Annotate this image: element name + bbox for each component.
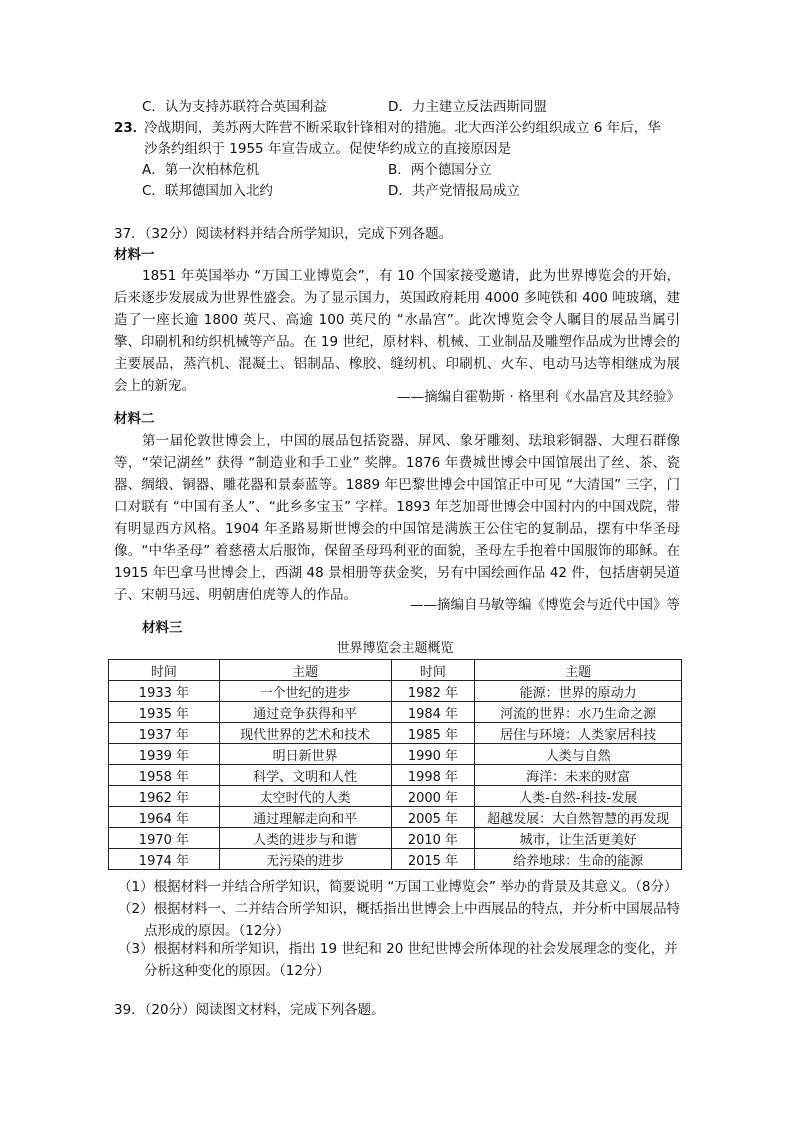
table-row xyxy=(109,744,682,765)
header-theme: 主题 xyxy=(475,660,682,681)
table-cell: 通过理解走向和平 xyxy=(219,807,391,828)
material2-title: 材料二 xyxy=(114,411,155,427)
table-cell: 1974 年 xyxy=(109,849,220,870)
table-cell: 超越发展：大自然智慧的再发现 xyxy=(475,807,682,828)
table-cell: 太空时代的人类 xyxy=(219,786,391,807)
table-cell: 无污染的进步 xyxy=(219,849,391,870)
table-row xyxy=(109,786,682,807)
table-caption: 世界博览会主题概览 xyxy=(336,641,454,656)
q23-stem-line2: 沙条约组织于 1955 年宣告成立。促使华约成立的直接原因是 xyxy=(144,141,511,157)
table-cell: 1982 年 xyxy=(391,681,475,702)
table-cell: 1937 年 xyxy=(109,723,220,744)
table-cell: 人类的进步与和谐 xyxy=(219,828,391,849)
table-cell: 2015 年 xyxy=(391,849,475,870)
table-cell: 1970 年 xyxy=(109,828,220,849)
table-cell: 能源：世界的原动力 xyxy=(475,681,682,702)
sub-question-1: （1）根据材料一并结合所学知识，简要说明 “万国工业博览会” 举办的背景及其意义。（8分） xyxy=(118,879,678,895)
table-cell: 科学、文明和人性 xyxy=(219,765,391,786)
q23-stem-line1: 冷战期间，美苏两大阵营不断采取针锋相对的措施。北大西洋公约组织成立 6 年后，华 xyxy=(144,120,661,136)
material1-title: 材料一 xyxy=(114,247,155,263)
table-row xyxy=(109,828,682,849)
q23-number: 23． xyxy=(114,120,147,136)
table-cell: 城市，让生活更美好 xyxy=(475,828,682,849)
table-cell: 给养地球：生命的能源 xyxy=(475,849,682,870)
q23-option-c: C．联邦德国加入北约 xyxy=(142,183,273,199)
table-row xyxy=(109,702,682,723)
table-cell: 2010 年 xyxy=(391,828,475,849)
table-cell: 现代世界的艺术和技术 xyxy=(219,723,391,744)
table-row xyxy=(109,807,682,828)
table-cell: 人类与自然 xyxy=(475,744,682,765)
header-time: 时间 xyxy=(109,660,220,681)
header-time: 时间 xyxy=(391,660,475,681)
table-cell: 人类-自然-科技-发展 xyxy=(475,786,682,807)
table-cell: 1984 年 xyxy=(391,702,475,723)
q22-option-c: C．认为支持苏联符合英国利益 xyxy=(142,99,327,115)
sub-question-2: （2）根据材料一、二并结合所学知识，概括指出世博会上中西展品的特点，并分析中国展品特点形成的原因。（12分） xyxy=(118,901,681,939)
material1-source: ——摘编自霍勒斯 · 格里利《水晶宫及其经验》 xyxy=(397,389,680,405)
table-row xyxy=(109,723,682,744)
q23-option-b: B．两个德国分立 xyxy=(388,162,492,178)
table-cell: 1939 年 xyxy=(109,744,220,765)
header-theme: 主题 xyxy=(219,660,391,681)
table-cell: 海洋：未来的财富 xyxy=(475,765,682,786)
table-row xyxy=(109,849,682,870)
q37-header: 37．（32分）阅读材料并结合所学知识，完成下列各题。 xyxy=(114,226,453,242)
material2-source: ——摘编自马敏等编《博览会与近代中国》等 xyxy=(410,597,680,613)
table-row xyxy=(109,681,682,702)
q22-option-d: D．力主建立反法西斯同盟 xyxy=(388,99,547,115)
table-row xyxy=(109,765,682,786)
q23-option-d: D．共产党情报局成立 xyxy=(388,183,520,199)
material2-text: 第一届伦敦世博会上，中国的展品包括瓷器、屏风、象牙雕刻、珐琅彩铜器、大理石群像等，“荣记湖丝” 获得 “制造业和手工业” 奖牌。1876 年费城世博会中国馆展出了丝、茶、瓷器、绸缎、铜器、雕花器和景泰蓝等。1889 年巴黎世博会中国馆正中可见 “大清国” 三字，门口对联有 “中国有圣人”、“此乡多宝玉” 字样。1893 年芝加哥世博会中国村内的中国戏院，带有明显西方风格。1904 年圣路易斯世博会的中国馆是满族王公住宅的复制品，摆有中华圣母像。“中华圣母” 着慈禧太后服饰，保留圣母玛利亚的面貌，圣母左手抱着中国服饰的耶稣。在 1915 年巴拿马世博会上，西湖 48 景相册等获金奖，另有中国绘画作品 42 件，包括唐朝吴道子、宋朝马远、明朝唐伯虎等人的作品。 xyxy=(114,433,680,603)
table-cell: 2005 年 xyxy=(391,807,475,828)
table-cell: 一个世纪的进步 xyxy=(219,681,391,702)
expo-themes-table xyxy=(108,659,682,870)
table-cell: 2000 年 xyxy=(391,786,475,807)
table-cell: 居住与环境：人类家居科技 xyxy=(475,723,682,744)
table-cell: 1958 年 xyxy=(109,765,220,786)
table-cell: 通过竞争获得和平 xyxy=(219,702,391,723)
table-cell: 河流的世界：水乃生命之源 xyxy=(475,702,682,723)
table-header-row xyxy=(109,660,682,681)
table-cell: 1964 年 xyxy=(109,807,220,828)
q39-header: 39．（20分）阅读图文材料，完成下列各题。 xyxy=(114,1002,385,1018)
table-cell: 1962 年 xyxy=(109,786,220,807)
table-cell: 1933 年 xyxy=(109,681,220,702)
table-cell: 1998 年 xyxy=(391,765,475,786)
sub-question-3: （3）根据材料和所学知识，指出 19 世纪和 20 世纪世博会所体现的社会发展理念的变化，并分析这种变化的原因。（12分） xyxy=(118,941,678,979)
table-cell: 明日新世界 xyxy=(219,744,391,765)
table-cell: 1985 年 xyxy=(391,723,475,744)
table-cell: 1990 年 xyxy=(391,744,475,765)
q23-option-a: A．第一次柏林危机 xyxy=(142,162,260,178)
material1-text: 1851 年英国举办 “万国工业博览会”，有 10 个国家接受邀请，此为世界博览会的开始，后来逐步发展成为世界性盛会。为了显示国力，英国政府耗用 4000 多吨铁和 400 吨玻璃，建造了一座长逾 1800 英尺、高逾 100 英尺的 “水晶宫”。此次博览会令人瞩目的展品当属引擎、印刷机和纺织机械等产品。在 19 世纪，原材料、机械、工业制品及雕塑作品成为世博会的主要展品，蒸汽机、混凝土、铝制品、橡胶、缝纫机、印刷机、火车、电动马达等相继成为展会上的新宠。 xyxy=(114,268,680,394)
table-cell: 1935 年 xyxy=(109,702,220,723)
material3-title: 材料三 xyxy=(142,620,183,636)
